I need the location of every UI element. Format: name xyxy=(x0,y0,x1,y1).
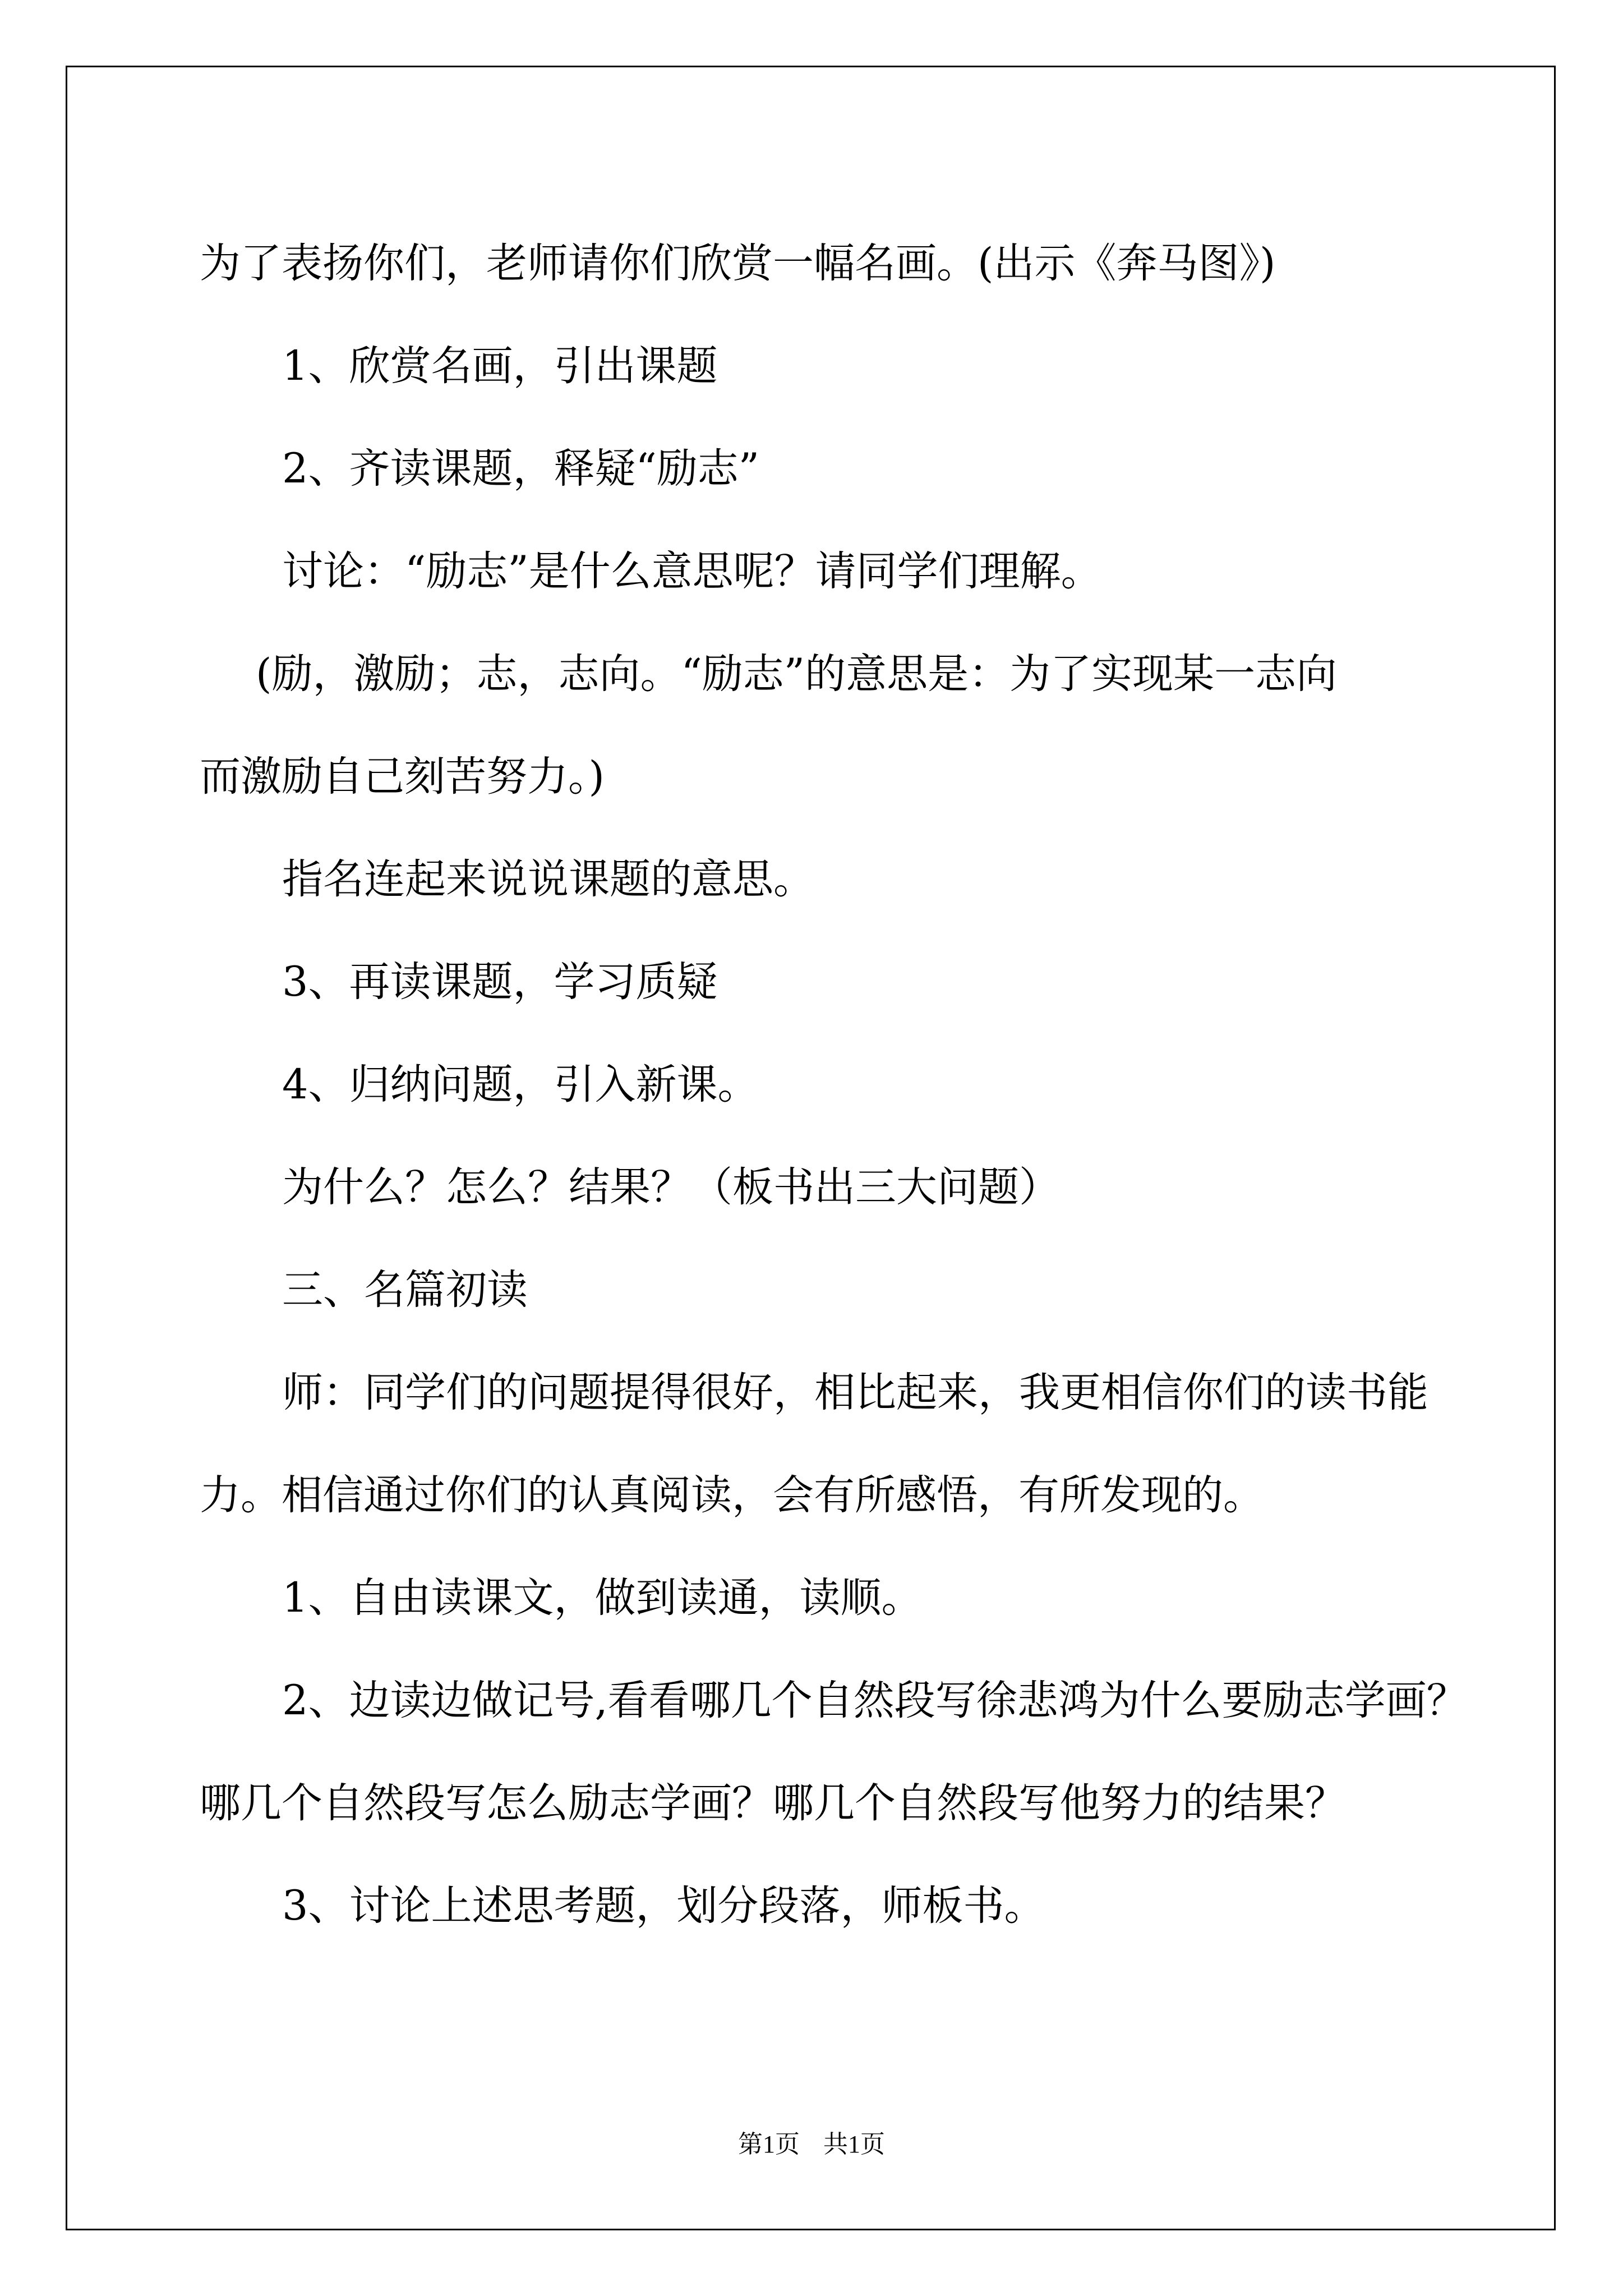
paragraph: 3、讨论上述思考题，划分段落，师板书。 xyxy=(282,1882,1045,1930)
paragraph: 师：同学们的问题提得很好，相比起来，我更相信你们的读书能 xyxy=(282,1369,1428,1416)
paragraph: 力。相信通过你们的认真阅读，会有所感悟，有所发现的。 xyxy=(200,1471,1264,1519)
page-number-current: 第1页 xyxy=(738,2131,800,2158)
paragraph: 3、再读课题，学习质疑 xyxy=(282,958,718,1006)
paragraph: 为了表扬你们，老师请你们欣赏一幅名画。(出示《奔马图》) xyxy=(200,240,1276,287)
paragraph: 1、自由读课文，做到读通，读顺。 xyxy=(282,1574,923,1622)
paragraph: 2、边读边做记号,看看哪几个自然段写徐悲鸿为什么要励志学画？ xyxy=(282,1677,1468,1724)
paragraph: 三、名篇初读 xyxy=(282,1266,528,1314)
paragraph: (励，激励；志，志向。“励志”的意思是：为了实现某一志向 xyxy=(256,650,1338,698)
paragraph: 哪几个自然段写怎么励志学画？哪几个自然段写他努力的结果？ xyxy=(200,1779,1346,1827)
paragraph: 1、欣赏名画，引出课题 xyxy=(282,342,718,390)
paragraph: 4、归纳问题，引入新课。 xyxy=(282,1061,759,1108)
paragraph: 指名连起来说说课题的意思。 xyxy=(282,855,814,903)
document-body xyxy=(200,212,1468,1957)
page-number-total: 共1页 xyxy=(823,2131,885,2158)
paragraph: 而激励自己刻苦努力。) xyxy=(200,753,605,800)
paragraph: 2、齐读课题，释疑“励志” xyxy=(282,445,760,493)
paragraph: 为什么？怎么？结果？（板书出三大问题） xyxy=(282,1163,1060,1211)
page-footer xyxy=(0,2128,1623,2161)
paragraph: 讨论：“励志”是什么意思呢？请同学们理解。 xyxy=(282,547,1102,595)
